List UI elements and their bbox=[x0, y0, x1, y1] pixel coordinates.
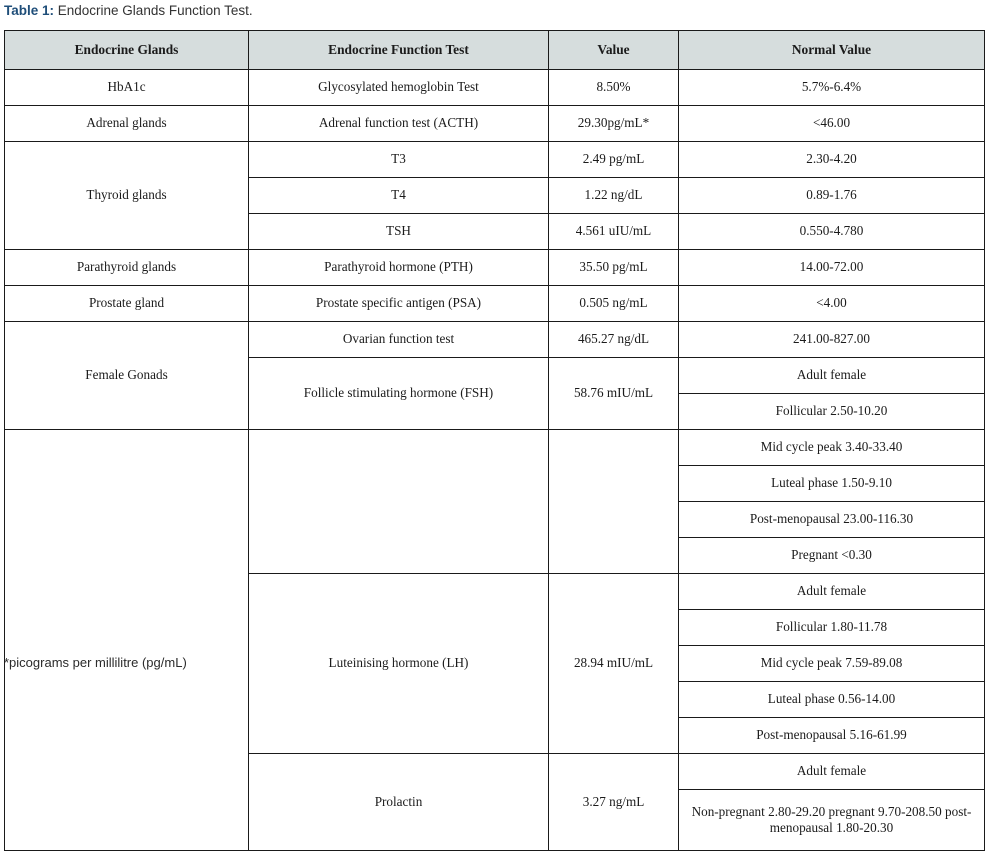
cell-value: 2.49 pg/mL bbox=[549, 142, 679, 178]
cell-value: 29.30pg/mL* bbox=[549, 106, 679, 142]
cell-normal-value: Follicular 2.50-10.20 bbox=[679, 394, 985, 430]
cell-normal-value: Post-menopausal 5.16-61.99 bbox=[679, 718, 985, 754]
cell-test: T4 bbox=[249, 178, 549, 214]
cell-value: 1.22 ng/dL bbox=[549, 178, 679, 214]
cell-test: Follicle stimulating hormone (FSH) bbox=[249, 358, 549, 430]
table-row bbox=[5, 250, 985, 286]
cell-normal-value: <4.00 bbox=[679, 286, 985, 322]
table-header bbox=[5, 31, 985, 70]
cell-value: 28.94 mIU/mL bbox=[549, 574, 679, 754]
table-row bbox=[5, 70, 985, 106]
table-caption-label: Table 1: bbox=[4, 3, 55, 18]
table-row bbox=[5, 106, 985, 142]
cell-test: T3 bbox=[249, 142, 549, 178]
cell-gland: Prostate gland bbox=[5, 286, 249, 322]
column-header-normal-value: Normal Value bbox=[679, 31, 985, 70]
table-header-row bbox=[5, 31, 985, 70]
table-row bbox=[5, 286, 985, 322]
cell-value-empty bbox=[549, 430, 679, 574]
endocrine-table-container bbox=[4, 30, 984, 851]
table-caption-text: Endocrine Glands Function Test. bbox=[54, 3, 253, 18]
cell-normal-value: Post-menopausal 23.00-116.30 bbox=[679, 502, 985, 538]
cell-gland: HbA1c bbox=[5, 70, 249, 106]
table-caption bbox=[4, 2, 253, 20]
cell-normal-value: 14.00-72.00 bbox=[679, 250, 985, 286]
cell-gland: Thyroid glands bbox=[5, 142, 249, 250]
cell-normal-value: 0.550-4.780 bbox=[679, 214, 985, 250]
table-row bbox=[5, 430, 985, 466]
cell-normal-value: Mid cycle peak 3.40-33.40 bbox=[679, 430, 985, 466]
cell-value: 465.27 ng/dL bbox=[549, 322, 679, 358]
cell-value: 0.505 ng/mL bbox=[549, 286, 679, 322]
column-header-endocrine-function-test: Endocrine Function Test bbox=[249, 31, 549, 70]
column-header-endocrine-glands: Endocrine Glands bbox=[5, 31, 249, 70]
cell-normal-value: 5.7%-6.4% bbox=[679, 70, 985, 106]
cell-value: 3.27 ng/mL bbox=[549, 754, 679, 851]
cell-test: TSH bbox=[249, 214, 549, 250]
cell-gland: Female Gonads bbox=[5, 322, 249, 430]
cell-test: Parathyroid hormone (PTH) bbox=[249, 250, 549, 286]
table-footnote: *picograms per millilitre (pg/mL) bbox=[4, 655, 187, 670]
column-header-value: Value bbox=[549, 31, 679, 70]
cell-normal-value: Luteal phase 1.50-9.10 bbox=[679, 466, 985, 502]
cell-normal-value: 2.30-4.20 bbox=[679, 142, 985, 178]
cell-test: Glycosylated hemoglobin Test bbox=[249, 70, 549, 106]
cell-value: 8.50% bbox=[549, 70, 679, 106]
cell-normal-value: <46.00 bbox=[679, 106, 985, 142]
cell-test: Luteinising hormone (LH) bbox=[249, 574, 549, 754]
cell-normal-value: Adult female bbox=[679, 574, 985, 610]
cell-gland: Adrenal glands bbox=[5, 106, 249, 142]
cell-normal-value: 0.89-1.76 bbox=[679, 178, 985, 214]
cell-value: 4.561 uIU/mL bbox=[549, 214, 679, 250]
cell-normal-value: Adult female bbox=[679, 754, 985, 790]
cell-normal-value: Mid cycle peak 7.59-89.08 bbox=[679, 646, 985, 682]
cell-normal-value: Follicular 1.80-11.78 bbox=[679, 610, 985, 646]
table-row bbox=[5, 322, 985, 358]
cell-normal-value: 241.00-827.00 bbox=[679, 322, 985, 358]
cell-value: 58.76 mIU/mL bbox=[549, 358, 679, 430]
cell-value: 35.50 pg/mL bbox=[549, 250, 679, 286]
cell-gland: Parathyroid glands bbox=[5, 250, 249, 286]
endocrine-glands-function-test-table bbox=[4, 30, 985, 851]
table-body bbox=[5, 70, 985, 851]
cell-test: Prostate specific antigen (PSA) bbox=[249, 286, 549, 322]
cell-normal-value: Pregnant <0.30 bbox=[679, 538, 985, 574]
cell-test: Adrenal function test (ACTH) bbox=[249, 106, 549, 142]
cell-normal-value: Adult female bbox=[679, 358, 985, 394]
cell-normal-value: Luteal phase 0.56-14.00 bbox=[679, 682, 985, 718]
cell-test: Prolactin bbox=[249, 754, 549, 851]
cell-gland-empty bbox=[5, 430, 249, 851]
cell-normal-value: Non-pregnant 2.80-29.20 pregnant 9.70-208.50 post-menopausal 1.80-20.30 bbox=[679, 790, 985, 851]
table-row bbox=[5, 142, 985, 178]
cell-test-empty bbox=[249, 430, 549, 574]
cell-test: Ovarian function test bbox=[249, 322, 549, 358]
